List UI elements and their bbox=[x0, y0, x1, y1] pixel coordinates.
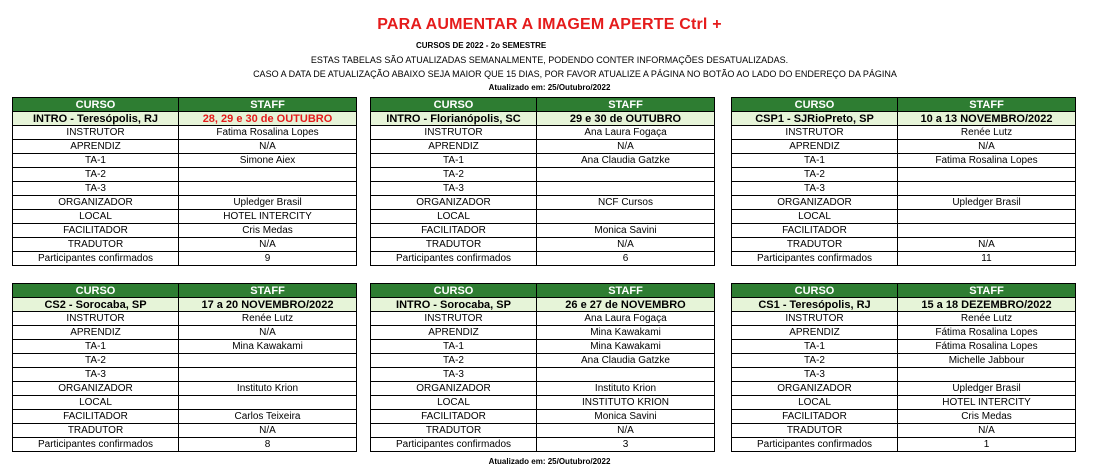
row-value bbox=[179, 182, 357, 196]
row-label: TRADUTOR bbox=[732, 238, 898, 252]
row-value: Monica Savini bbox=[537, 224, 715, 238]
table-row bbox=[732, 182, 1076, 196]
row-value: Ana Claudia Gatzke bbox=[537, 154, 715, 168]
table-header-row bbox=[371, 284, 715, 298]
row-value: N/A bbox=[179, 326, 357, 340]
row-label: LOCAL bbox=[13, 210, 179, 224]
table-row bbox=[371, 224, 715, 238]
table-row bbox=[371, 326, 715, 340]
table-row bbox=[13, 410, 357, 424]
table-row bbox=[13, 252, 357, 266]
row-value: Ana Laura Fogaça bbox=[537, 312, 715, 326]
row-label: FACILITADOR bbox=[13, 410, 179, 424]
row-value bbox=[537, 210, 715, 224]
course-dates: 28, 29 e 30 de OUTUBRO bbox=[179, 112, 357, 126]
row-label: ORGANIZADOR bbox=[732, 196, 898, 210]
table-row bbox=[13, 126, 357, 140]
curso-header: CURSO bbox=[13, 284, 179, 298]
row-value bbox=[537, 368, 715, 382]
row-value: Mina Kawakami bbox=[537, 326, 715, 340]
table-header-row bbox=[13, 98, 357, 112]
table-row bbox=[732, 210, 1076, 224]
semester-subtitle: CURSOS DE 2022 - 2o SEMESTRE bbox=[416, 41, 547, 50]
row-value: NCF Cursos bbox=[537, 196, 715, 210]
course-table bbox=[370, 283, 715, 452]
row-value bbox=[179, 396, 357, 410]
row-label: FACILITADOR bbox=[732, 410, 898, 424]
table-row bbox=[732, 368, 1076, 382]
row-value: 8 bbox=[179, 438, 357, 452]
table-row bbox=[13, 140, 357, 154]
table-row bbox=[371, 210, 715, 224]
row-value: Upledger Brasil bbox=[898, 196, 1076, 210]
row-label: APRENDIZ bbox=[13, 326, 179, 340]
row-label: Participantes confirmados bbox=[13, 438, 179, 452]
row-label: INSTRUTOR bbox=[371, 126, 537, 140]
table-row bbox=[371, 238, 715, 252]
table-row bbox=[13, 354, 357, 368]
staff-header: STAFF bbox=[537, 284, 715, 298]
staff-header: STAFF bbox=[179, 98, 357, 112]
table-row bbox=[371, 168, 715, 182]
table-row bbox=[13, 312, 357, 326]
table-row bbox=[371, 396, 715, 410]
table-row bbox=[371, 126, 715, 140]
table-row bbox=[732, 224, 1076, 238]
row-label: TA-2 bbox=[13, 354, 179, 368]
course-table bbox=[12, 97, 357, 266]
row-value: N/A bbox=[537, 424, 715, 438]
curso-header: CURSO bbox=[371, 98, 537, 112]
staff-header: STAFF bbox=[898, 98, 1076, 112]
row-value: 1 bbox=[898, 438, 1076, 452]
row-label: ORGANIZADOR bbox=[371, 196, 537, 210]
course-name: CS1 - Teresópolis, RJ bbox=[732, 298, 898, 312]
row-value bbox=[179, 354, 357, 368]
updated-date-bottom: Atualizado em: 25/Outubro/2022 bbox=[488, 457, 611, 466]
row-label: TA-2 bbox=[732, 168, 898, 182]
row-value: Mina Kawakami bbox=[179, 340, 357, 354]
table-header-row bbox=[371, 98, 715, 112]
row-value: Renée Lutz bbox=[179, 312, 357, 326]
course-dates: 15 a 18 DEZEMBRO/2022 bbox=[898, 298, 1076, 312]
table-row bbox=[371, 252, 715, 266]
row-value: N/A bbox=[898, 140, 1076, 154]
row-label: TRADUTOR bbox=[13, 238, 179, 252]
row-label: TA-1 bbox=[13, 340, 179, 354]
row-label: TA-1 bbox=[732, 340, 898, 354]
table-row bbox=[732, 438, 1076, 452]
row-label: LOCAL bbox=[732, 210, 898, 224]
table-row bbox=[13, 326, 357, 340]
course-row bbox=[371, 298, 715, 312]
curso-header: CURSO bbox=[732, 98, 898, 112]
table-row bbox=[13, 382, 357, 396]
row-value bbox=[898, 168, 1076, 182]
table-row bbox=[371, 382, 715, 396]
table-row bbox=[371, 438, 715, 452]
row-value: Fatima Rosalina Lopes bbox=[898, 154, 1076, 168]
row-label: LOCAL bbox=[13, 396, 179, 410]
row-label: INSTRUTOR bbox=[13, 126, 179, 140]
row-value: Fátima Rosalina Lopes bbox=[898, 340, 1076, 354]
table-row bbox=[371, 340, 715, 354]
update-notice: ESTAS TABELAS SÃO ATUALIZADAS SEMANALMENTE, PODENDO CONTER INFORMAÇÕES DESATUALIZADAS. bbox=[310, 55, 789, 65]
row-label: TA-2 bbox=[732, 354, 898, 368]
row-label: LOCAL bbox=[732, 396, 898, 410]
table-row bbox=[371, 410, 715, 424]
row-label: TA-3 bbox=[732, 368, 898, 382]
row-value bbox=[898, 182, 1076, 196]
row-value: Renée Lutz bbox=[898, 312, 1076, 326]
row-value bbox=[898, 210, 1076, 224]
staff-header: STAFF bbox=[179, 284, 357, 298]
course-table bbox=[731, 97, 1076, 266]
row-value bbox=[179, 168, 357, 182]
row-label: TA-1 bbox=[371, 154, 537, 168]
row-label: Participantes confirmados bbox=[371, 438, 537, 452]
row-label: TA-1 bbox=[13, 154, 179, 168]
row-label: Participantes confirmados bbox=[371, 252, 537, 266]
row-label: TRADUTOR bbox=[13, 424, 179, 438]
row-value: HOTEL INTERCITY bbox=[898, 396, 1076, 410]
row-label: INSTRUTOR bbox=[371, 312, 537, 326]
row-value: Cris Medas bbox=[898, 410, 1076, 424]
course-row bbox=[13, 112, 357, 126]
table-header-row bbox=[732, 98, 1076, 112]
table-row bbox=[732, 238, 1076, 252]
row-label: TA-3 bbox=[371, 182, 537, 196]
curso-header: CURSO bbox=[732, 284, 898, 298]
row-label: APRENDIZ bbox=[371, 326, 537, 340]
row-value bbox=[537, 168, 715, 182]
row-label: APRENDIZ bbox=[371, 140, 537, 154]
row-value: 11 bbox=[898, 252, 1076, 266]
course-name: INTRO - Florianópolis, SC bbox=[371, 112, 537, 126]
row-value: Upledger Brasil bbox=[179, 196, 357, 210]
row-label: TRADUTOR bbox=[732, 424, 898, 438]
table-row bbox=[732, 126, 1076, 140]
table-row bbox=[732, 154, 1076, 168]
row-value: 3 bbox=[537, 438, 715, 452]
course-table bbox=[731, 283, 1076, 452]
row-label: TA-3 bbox=[13, 182, 179, 196]
row-label: ORGANIZADOR bbox=[732, 382, 898, 396]
table-row bbox=[13, 196, 357, 210]
row-value: N/A bbox=[179, 140, 357, 154]
row-value: N/A bbox=[179, 424, 357, 438]
row-label: FACILITADOR bbox=[13, 224, 179, 238]
row-value: N/A bbox=[898, 424, 1076, 438]
course-row bbox=[732, 298, 1076, 312]
row-label: TA-2 bbox=[371, 168, 537, 182]
table-row bbox=[732, 140, 1076, 154]
row-value: Renée Lutz bbox=[898, 126, 1076, 140]
table-row bbox=[732, 326, 1076, 340]
row-value: Fatima Rosalina Lopes bbox=[179, 126, 357, 140]
row-label: INSTRUTOR bbox=[732, 312, 898, 326]
staff-header: STAFF bbox=[537, 98, 715, 112]
row-label: Participantes confirmados bbox=[13, 252, 179, 266]
row-value: 6 bbox=[537, 252, 715, 266]
row-value: N/A bbox=[179, 238, 357, 252]
table-row bbox=[13, 224, 357, 238]
staff-header: STAFF bbox=[898, 284, 1076, 298]
row-label: Participantes confirmados bbox=[732, 438, 898, 452]
table-header-row bbox=[13, 284, 357, 298]
row-label: APRENDIZ bbox=[732, 326, 898, 340]
row-label: TRADUTOR bbox=[371, 424, 537, 438]
table-row bbox=[13, 368, 357, 382]
row-label: TA-1 bbox=[732, 154, 898, 168]
course-table bbox=[12, 283, 357, 452]
row-label: LOCAL bbox=[371, 396, 537, 410]
updated-date-top: Atualizado em: 25/Outubro/2022 bbox=[488, 83, 611, 92]
table-row bbox=[371, 154, 715, 168]
row-value: N/A bbox=[898, 238, 1076, 252]
table-row bbox=[13, 168, 357, 182]
row-value: Carlos Teixeira bbox=[179, 410, 357, 424]
curso-header: CURSO bbox=[371, 284, 537, 298]
table-row bbox=[732, 424, 1076, 438]
row-value bbox=[898, 224, 1076, 238]
table-row bbox=[13, 340, 357, 354]
course-dates: 26 e 27 de NOVEMBRO bbox=[537, 298, 715, 312]
row-label: Participantes confirmados bbox=[732, 252, 898, 266]
row-value: N/A bbox=[537, 140, 715, 154]
course-name: INTRO - Sorocaba, SP bbox=[371, 298, 537, 312]
row-value: Monica Savini bbox=[537, 410, 715, 424]
row-label: FACILITADOR bbox=[732, 224, 898, 238]
row-label: ORGANIZADOR bbox=[13, 196, 179, 210]
table-row bbox=[13, 182, 357, 196]
row-value bbox=[179, 368, 357, 382]
course-name: CSP1 - SJRioPreto, SP bbox=[732, 112, 898, 126]
row-label: ORGANIZADOR bbox=[371, 382, 537, 396]
table-row bbox=[371, 182, 715, 196]
table-row bbox=[732, 382, 1076, 396]
course-row bbox=[13, 298, 357, 312]
row-label: TRADUTOR bbox=[371, 238, 537, 252]
row-value: Michelle Jabbour bbox=[898, 354, 1076, 368]
row-value: Cris Medas bbox=[179, 224, 357, 238]
table-row bbox=[371, 424, 715, 438]
row-value: Simone Aiex bbox=[179, 154, 357, 168]
page-title: PARA AUMENTAR A IMAGEM APERTE Ctrl + bbox=[377, 16, 722, 33]
row-value: Mina Kawakami bbox=[537, 340, 715, 354]
table-row bbox=[13, 438, 357, 452]
table-row bbox=[732, 396, 1076, 410]
curso-header: CURSO bbox=[13, 98, 179, 112]
row-value bbox=[898, 368, 1076, 382]
row-label: ORGANIZADOR bbox=[13, 382, 179, 396]
row-label: TA-1 bbox=[371, 340, 537, 354]
table-row bbox=[732, 312, 1076, 326]
table-row bbox=[732, 340, 1076, 354]
course-dates: 10 a 13 NOVEMBRO/2022 bbox=[898, 112, 1076, 126]
row-label: TA-3 bbox=[13, 368, 179, 382]
row-label: FACILITADOR bbox=[371, 224, 537, 238]
table-row bbox=[13, 210, 357, 224]
refresh-notice: CASO A DATA DE ATUALIZAÇÃO ABAIXO SEJA MAIOR QUE 15 DIAS, POR FAVOR ATUALIZE A PÁGINA NO BOTÃO AO LADO DO ENDEREÇO DA PÁGINA bbox=[253, 69, 897, 79]
row-label: TA-3 bbox=[732, 182, 898, 196]
row-value: Fátima Rosalina Lopes bbox=[898, 326, 1076, 340]
table-row bbox=[371, 196, 715, 210]
row-value: 9 bbox=[179, 252, 357, 266]
table-row bbox=[732, 410, 1076, 424]
table-row bbox=[13, 424, 357, 438]
course-row bbox=[371, 112, 715, 126]
table-row bbox=[371, 312, 715, 326]
row-label: APRENDIZ bbox=[13, 140, 179, 154]
course-table bbox=[370, 97, 715, 266]
table-row bbox=[371, 368, 715, 382]
course-name: INTRO - Teresópolis, RJ bbox=[13, 112, 179, 126]
row-label: LOCAL bbox=[371, 210, 537, 224]
row-value: N/A bbox=[537, 238, 715, 252]
row-label: TA-2 bbox=[371, 354, 537, 368]
course-dates: 29 e 30 de OUTUBRO bbox=[537, 112, 715, 126]
table-row bbox=[371, 354, 715, 368]
row-value: INSTITUTO KRION bbox=[537, 396, 715, 410]
row-value: Instituto Krion bbox=[179, 382, 357, 396]
row-label: INSTRUTOR bbox=[13, 312, 179, 326]
course-dates: 17 a 20 NOVEMBRO/2022 bbox=[179, 298, 357, 312]
table-header-row bbox=[732, 284, 1076, 298]
course-row bbox=[732, 112, 1076, 126]
row-label: INSTRUTOR bbox=[732, 126, 898, 140]
row-value: Ana Claudia Gatzke bbox=[537, 354, 715, 368]
table-row bbox=[13, 154, 357, 168]
table-row bbox=[732, 196, 1076, 210]
table-row bbox=[371, 140, 715, 154]
row-value bbox=[537, 182, 715, 196]
table-row bbox=[732, 354, 1076, 368]
row-value: Ana Laura Fogaça bbox=[537, 126, 715, 140]
row-label: TA-3 bbox=[371, 368, 537, 382]
row-value: Instituto Krion bbox=[537, 382, 715, 396]
row-value: HOTEL INTERCITY bbox=[179, 210, 357, 224]
row-value: Upledger Brasil bbox=[898, 382, 1076, 396]
table-row bbox=[732, 168, 1076, 182]
course-name: CS2 - Sorocaba, SP bbox=[13, 298, 179, 312]
table-row bbox=[13, 238, 357, 252]
row-label: APRENDIZ bbox=[732, 140, 898, 154]
row-label: FACILITADOR bbox=[371, 410, 537, 424]
table-row bbox=[732, 252, 1076, 266]
table-row bbox=[13, 396, 357, 410]
row-label: TA-2 bbox=[13, 168, 179, 182]
